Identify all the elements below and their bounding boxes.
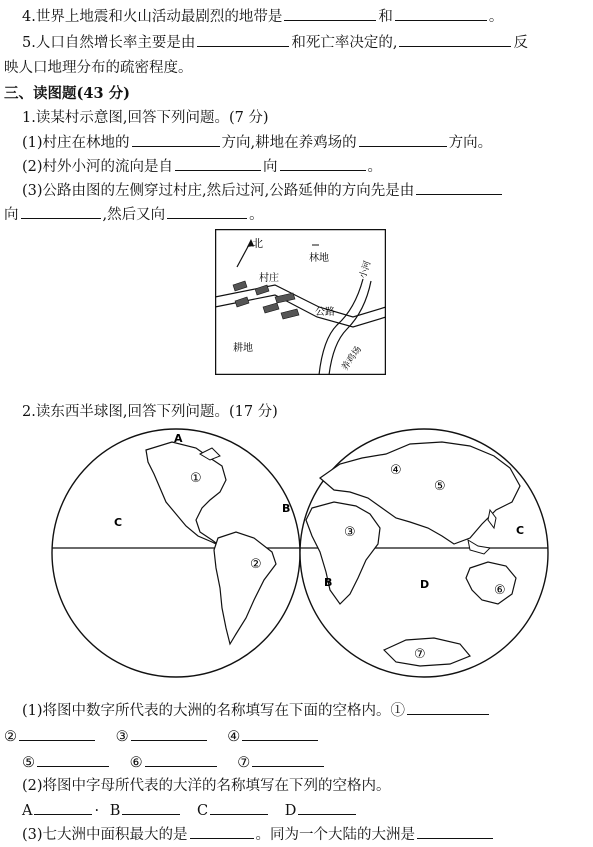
s2-p1-row3 (22, 752, 593, 773)
text: · (94, 803, 100, 819)
answer-blank[interactable] (190, 824, 254, 839)
answer-blank[interactable] (359, 132, 447, 147)
text: ⑥ (129, 755, 143, 771)
answer-blank[interactable] (197, 32, 289, 47)
chicken-farm-label: 养鸡场 (340, 344, 364, 373)
question-4 (22, 6, 593, 27)
answer-blank-2[interactable] (19, 726, 95, 741)
ocean-label-d: D (420, 578, 430, 591)
section-title: 三、读图题(43 分) (4, 85, 130, 102)
answer-blank-3[interactable] (131, 726, 207, 741)
ocean-label-b-east: B (324, 576, 333, 589)
answer-blank[interactable] (132, 132, 220, 147)
continent-7: ⑦ (414, 647, 426, 662)
and-label: 和 (378, 9, 393, 25)
text: A (22, 803, 33, 819)
continent-1: ① (190, 471, 202, 486)
s2-p3 (22, 824, 593, 845)
text: 。 (367, 159, 383, 175)
text: D (284, 803, 297, 819)
s2-p1-row2 (4, 726, 593, 747)
text: ③ (115, 729, 129, 745)
answer-blank[interactable] (175, 156, 261, 171)
farmland-label: 耕地 (233, 343, 253, 354)
village-label: 村庄 (259, 273, 279, 284)
text: ,然后又向 (102, 207, 166, 223)
question-5-cont: 映人口地理分布的疏密程度。 (4, 60, 193, 76)
s2-p2-row (22, 800, 593, 821)
answer-blank-7[interactable] (252, 752, 324, 767)
answer-blank-b[interactable] (122, 800, 180, 815)
text: ④ (227, 729, 241, 745)
north-label: 北 (252, 237, 263, 250)
answer-blank[interactable] (399, 32, 511, 47)
answer-blank-1[interactable] (407, 700, 489, 715)
s1-q3-cont (4, 204, 593, 225)
s2-title: 2.读东西半球图,回答下列问题。(17 分) (22, 404, 278, 420)
question-5-text: 和死亡率决定的, (291, 35, 398, 51)
text: (2)村外小河的流向是自 (22, 159, 174, 175)
answer-blank[interactable] (417, 824, 493, 839)
text: (3)公路由图的左侧穿过村庄,然后过河,公路延伸的方向先是由 (22, 183, 415, 199)
answer-blank[interactable] (21, 204, 101, 219)
s1-q2 (22, 156, 593, 177)
s1-title: 1.读某村示意图,回答下列问题。(7 分) (22, 110, 269, 126)
answer-blank-6[interactable] (145, 752, 217, 767)
question-5-text: 5.人口自然增长率主要是由 (22, 35, 196, 51)
question-4-text: 4.世界上地震和火山活动最剧烈的地带是 (22, 9, 283, 25)
village-map (215, 229, 386, 375)
text: 方向。 (448, 135, 493, 151)
answer-blank-5[interactable] (37, 752, 109, 767)
answer-blank-a[interactable] (34, 800, 92, 815)
s1-q1 (22, 132, 593, 153)
text: ⑤ (22, 755, 35, 771)
answer-blank[interactable] (280, 156, 366, 171)
s2-p1 (22, 700, 593, 721)
continent-2: ② (250, 557, 262, 572)
text: ② (4, 729, 17, 745)
continent-5: ⑤ (434, 479, 446, 494)
text: 。同为一个大陆的大洲是 (255, 827, 416, 843)
ocean-label-c-east: C (516, 524, 525, 537)
answer-blank-4[interactable] (242, 726, 318, 741)
answer-blank[interactable] (416, 180, 502, 195)
answer-blank-c[interactable] (210, 800, 268, 815)
continent-6: ⑥ (494, 583, 506, 598)
text: 向 (4, 207, 19, 223)
s2-p2: (2)将图中字母所代表的大洋的名称填写在下列的空格内。 (22, 778, 391, 794)
hemisphere-map (50, 428, 550, 686)
text: 方向,耕地在养鸡场的 (221, 135, 357, 151)
answer-blank[interactable] (284, 6, 376, 21)
text: C (196, 803, 209, 819)
s1-q3 (22, 180, 593, 201)
text: B (109, 803, 121, 819)
question-5 (22, 32, 593, 53)
continent-4: ④ (390, 463, 402, 478)
question-5-text: 反 (513, 35, 528, 51)
text: (1)将图中数字所代表的大洲的名称填写在下面的空格内。① (22, 703, 406, 719)
road-label: 公路 (315, 307, 335, 318)
ocean-label-b-west: B (282, 502, 291, 515)
period: 。 (488, 9, 504, 25)
text: 向 (263, 159, 278, 175)
text: 。 (249, 207, 264, 223)
river-label: 小河 (358, 259, 374, 280)
ocean-label-c-west: C (114, 516, 123, 529)
answer-blank[interactable] (395, 6, 487, 21)
answer-blank-d[interactable] (298, 800, 356, 815)
forest-label: 林地 (309, 253, 329, 264)
text: (3)七大洲中面积最大的是 (22, 827, 188, 843)
ocean-label-a: A (174, 432, 183, 445)
answer-blank[interactable] (167, 204, 247, 219)
text: ⑦ (237, 755, 251, 771)
continent-3: ③ (344, 525, 356, 540)
text: (1)村庄在林地的 (22, 135, 130, 151)
